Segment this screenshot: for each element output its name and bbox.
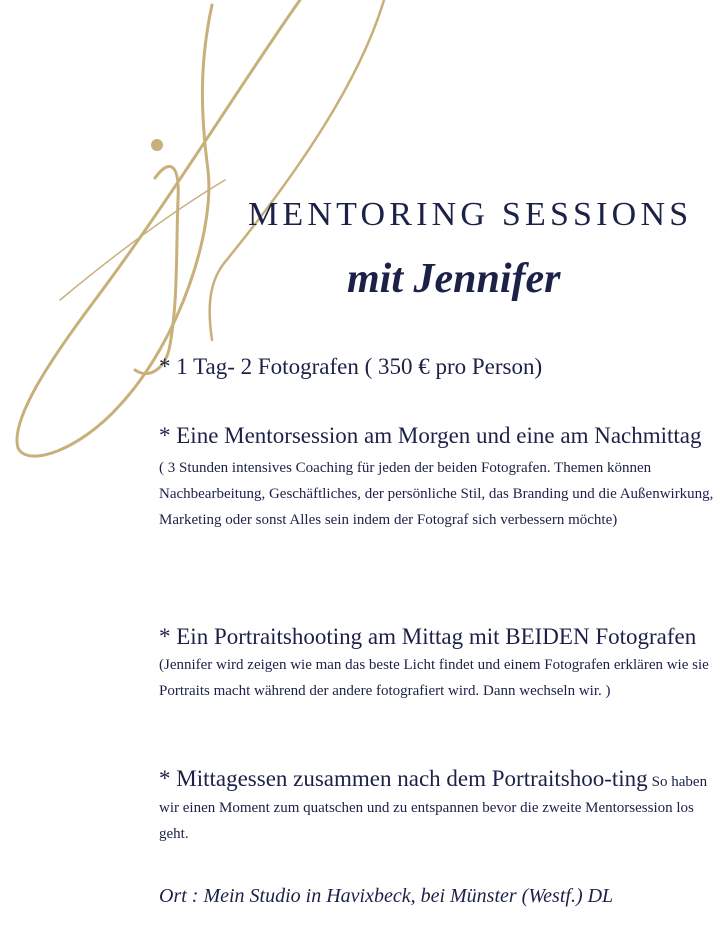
page-subtitle: mit Jennifer	[347, 256, 561, 302]
page-title: MENTORING SESSIONS	[248, 196, 693, 233]
item-detail: So haben wir einen Moment zum quatschen und zu entspannen bevor die zweite Mentorsession los geht.	[159, 774, 708, 842]
item-detail: ( 3 Stunden intensives Coaching für jeden der beiden Fotografen. Themen können Nachbearbeitung, Geschäftliches, der persönliche Stil, das Branding und die Außenwirkung, Marketing oder sonst Alles sein indem der Fotograf sich verbessern möchte)	[159, 460, 714, 528]
list-item	[159, 622, 714, 704]
item-detail: (Jennifer wird zeigen wie man das beste Licht findet und einem Fotografen erklären wie sie Portraits macht während der andere fotografiert wird. Dann wechseln wir. )	[159, 657, 709, 699]
jl-monogram-logo-icon	[0, 0, 400, 470]
item-heading: * 1 Tag- 2 Fotografen ( 350 € pro Person)	[159, 354, 543, 379]
location-text: Ort : Mein Studio in Havixbeck, bei Münster (Westf.) DL	[159, 885, 614, 907]
item-heading: * Eine Mentorsession am Morgen und eine am Nachmittag	[159, 423, 702, 448]
list-item	[159, 764, 714, 847]
item-heading: * Ein Portraitshooting am Mittag mit BEIDEN Fotografen	[159, 624, 697, 649]
list-item	[159, 352, 714, 382]
item-heading: * Mittagessen zusammen nach dem Portraitshoo-ting	[159, 766, 648, 791]
list-item	[159, 421, 714, 533]
